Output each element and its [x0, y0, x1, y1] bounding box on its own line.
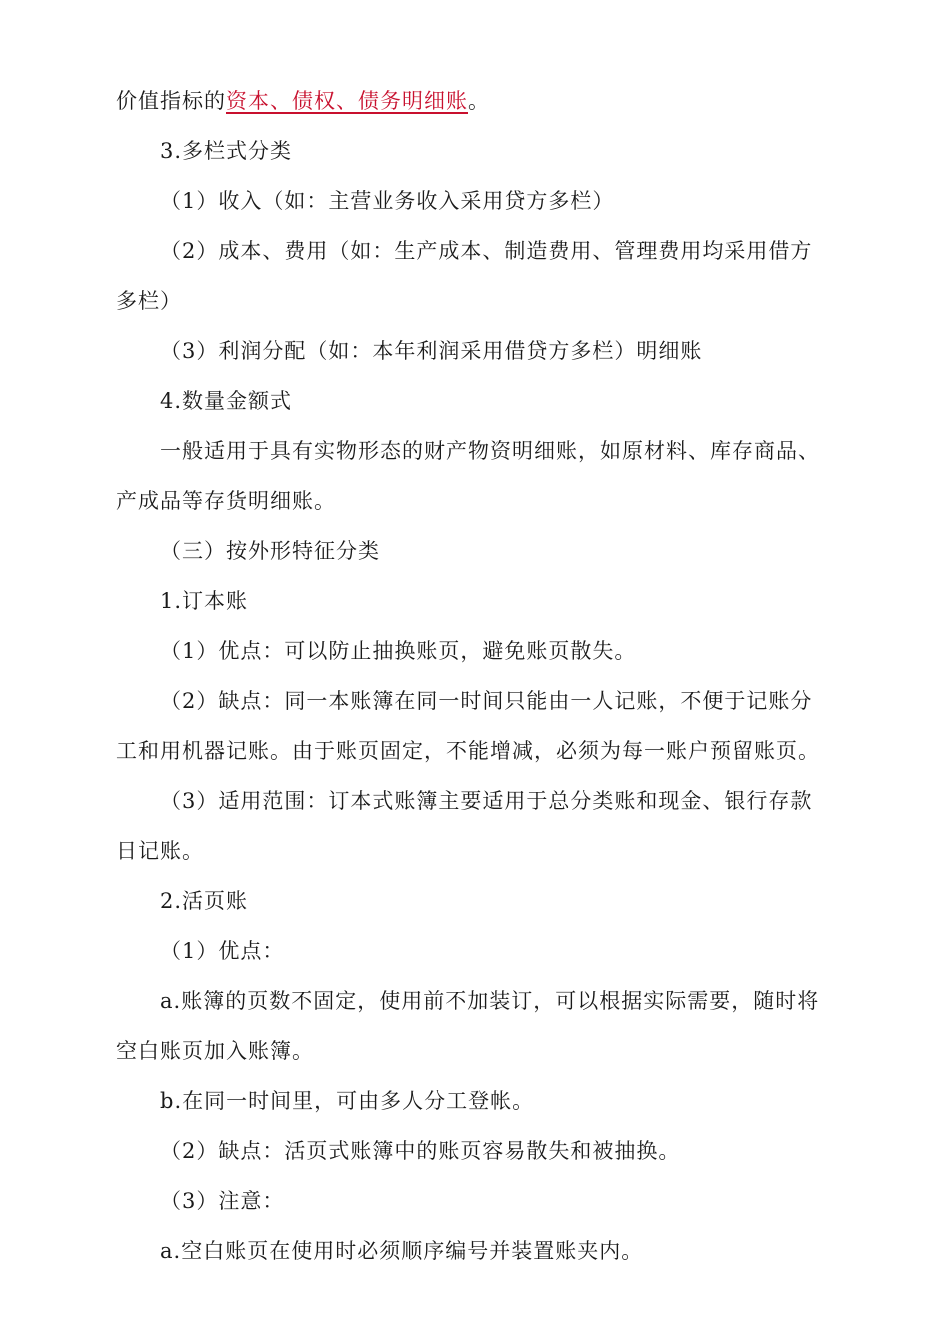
line-text: 。 [468, 89, 490, 113]
list-item-continuation: 工和用机器记账。由于账页固定，不能增减，必须为每一账户预留账页。 [116, 739, 820, 763]
sub-list-item-continuation: 空白账页加入账簿。 [116, 1039, 314, 1063]
line-text: 价值指标的 [116, 89, 226, 113]
sub-list-item: b.在同一时间里，可由多人分工登帐。 [160, 1089, 535, 1113]
sub-list-item: a.空白账页在使用时必须顺序编号并装置账夹内。 [160, 1239, 644, 1263]
list-item-continuation: 多栏） [116, 289, 182, 313]
heading-quantity-amount: 4.数量金额式 [160, 389, 293, 413]
heading-loose-leaf: 2.活页账 [160, 889, 249, 913]
list-item: （1）优点：可以防止抽换账页，避免账页散失。 [160, 639, 637, 663]
list-item: （2）缺点：同一本账簿在同一时间只能由一人记账，不便于记账分 [160, 689, 813, 713]
list-item: （1）优点： [160, 939, 285, 963]
list-item: （3）注意： [160, 1189, 285, 1213]
heading-multi-column: 3.多栏式分类 [160, 139, 293, 163]
paragraph-line-continuation: 产成品等存货明细账。 [116, 489, 336, 513]
heading-bound-book: 1.订本账 [160, 589, 249, 613]
paragraph-line-1 [116, 76, 832, 126]
list-item: （3）适用范围：订本式账簿主要适用于总分类账和现金、银行存款 [160, 789, 813, 813]
list-item: （3）利润分配（如：本年利润采用借贷方多栏）明细账 [160, 339, 703, 363]
section-heading: （三）按外形特征分类 [160, 539, 380, 563]
list-item: （1）收入（如：主营业务收入采用贷方多栏） [160, 189, 615, 213]
document-body [116, 76, 832, 1276]
list-item: （2）成本、费用（如：生产成本、制造费用、管理费用均采用借方 [160, 239, 813, 263]
paragraph-line: 一般适用于具有实物形态的财产物资明细账，如原材料、库存商品、 [160, 439, 820, 463]
sub-list-item: a.账簿的页数不固定，使用前不加装订，可以根据实际需要，随时将 [160, 989, 820, 1013]
list-item-continuation: 日记账。 [116, 839, 204, 863]
highlighted-link-text[interactable]: 资本、债权、债务明细账 [226, 89, 468, 113]
list-item: （2）缺点：活页式账簿中的账页容易散失和被抽换。 [160, 1139, 681, 1163]
